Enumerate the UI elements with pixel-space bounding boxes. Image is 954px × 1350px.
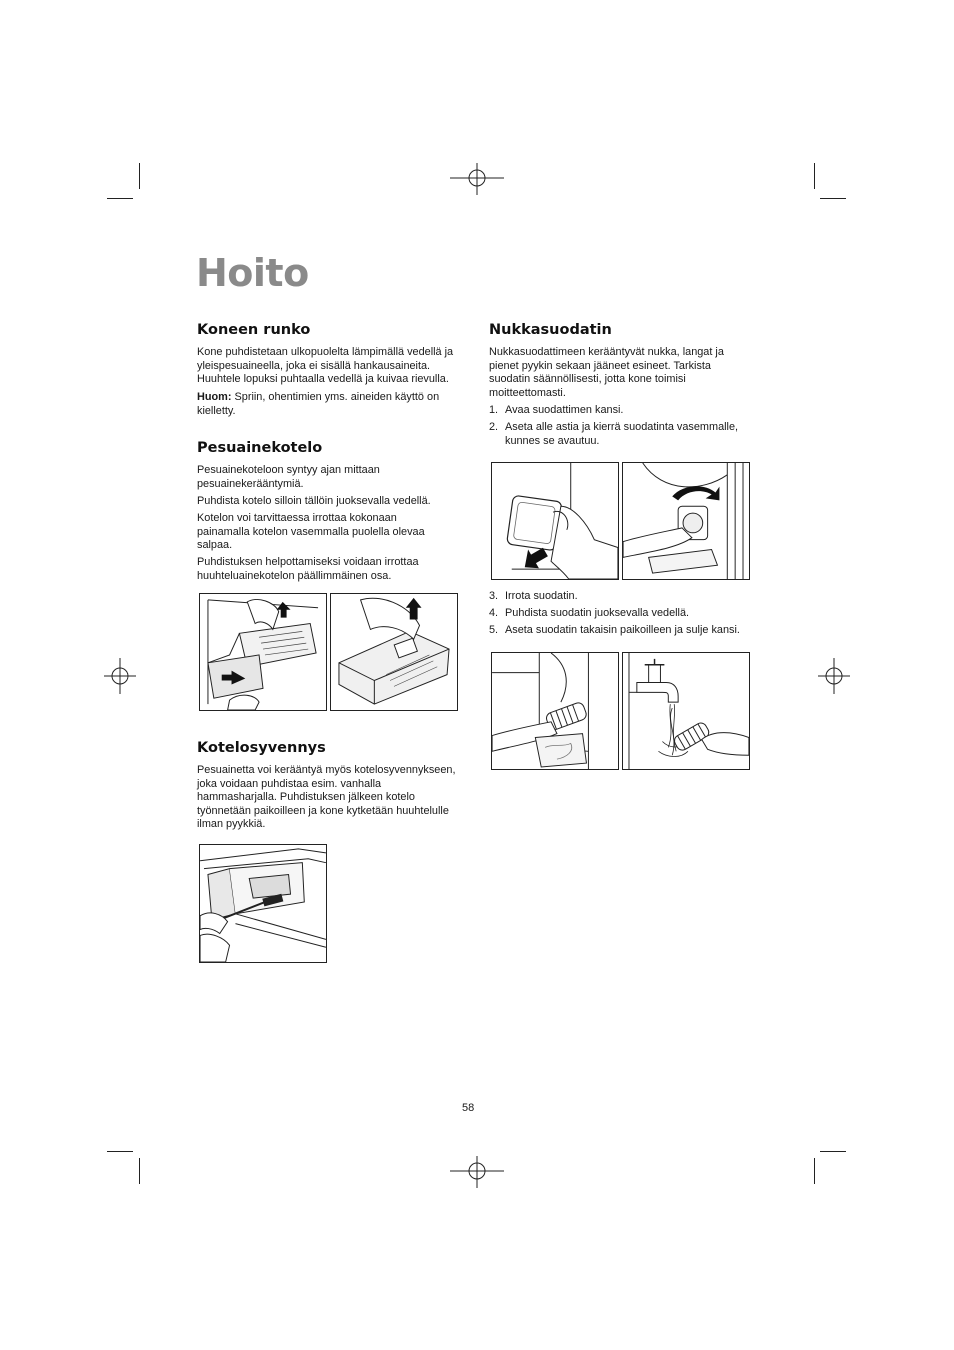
step-item (489, 607, 757, 621)
heading-pesuainekotelo: Pesuainekotelo (197, 440, 323, 456)
registration-mark-right (818, 658, 850, 694)
drawer-lift-cap-illustration (330, 593, 458, 711)
koneen-runko-paragraph: Kone puhdistetaan ulkopuolelta lämpimällä vedellä ja yleispesuaineella, joka ei sisällä hankausaineita. Huuhtele lopuksi puhtaalla vedellä ja kuivaa rievulla. (197, 346, 454, 386)
registration-mark-bottom (450, 1156, 504, 1188)
drawer-press-latch-illustration (199, 593, 327, 711)
heading-kotelosyvennys: Kotelosyvennys (197, 740, 326, 756)
nukkasuodatin-paragraph: Nukkasuodattimeen kerääntyvät nukka, langat ja pienet pyykin sekaan jääneet esineet. Tarkista suodatin säännöllisesti, jotta kone toimisi moitteettomasti. (489, 346, 724, 399)
note-label: Huom: (197, 391, 232, 403)
step-text: Irrota suodatin. (505, 590, 578, 602)
page-title: Hoito (196, 251, 309, 295)
koneen-runko-note (197, 391, 465, 418)
filter-remove-illustration (491, 652, 619, 770)
step-number: 2. (489, 421, 499, 434)
heading-koneen-runko: Koneen runko (197, 322, 311, 338)
pesuainekotelo-paragraph-1: Pesuainekoteloon syntyy ajan mittaan pesuainekerääntymiä. (197, 464, 380, 490)
step-text: Aseta suodatin takaisin paikoilleen ja sulje kansi. (505, 624, 740, 637)
step-text: Avaa suodattimen kansi. (505, 404, 624, 416)
step-number: 4. (489, 607, 499, 620)
step-text: Puhdista suodatin juoksevalla vedellä. (505, 607, 690, 620)
filter-unscrew-illustration (622, 462, 750, 580)
recess-brush-illustration (199, 844, 327, 963)
pesuainekotelo-paragraph-4: Puhdistuksen helpottamiseksi voidaan irrottaa huuhteluainekotelon päällimmäinen osa. (197, 556, 419, 582)
registration-mark-top (450, 163, 504, 195)
pesuainekotelo-paragraph-3: Kotelon voi tarvittaessa irrottaa kokonaan painamalla kotelon vasemmalla puolella olevaa salpaa. (197, 512, 425, 552)
registration-mark-left (104, 658, 136, 694)
kotelosyvennys-paragraph: Pesuainetta voi kerääntyä myös kotelosyvennykseen, joka voidaan puhdistaa esim. vanhalla hammasharjalla. Puhdistuksen jälkeen kotelo työnnetään paikoilleen ja kone kytketään huuhtelulle ilman pyykkiä. (197, 764, 456, 831)
filter-open-cover-illustration (491, 462, 619, 580)
note-text: Spriin, ohentimien yms. aineiden käyttö on kielletty. (197, 391, 440, 417)
step-text: Aseta alle astia ja kierrä suodatinta vasemmalle, kunnes se avautuu. (505, 421, 739, 447)
heading-nukkasuodatin: Nukkasuodatin (489, 322, 612, 338)
step-number: 5. (489, 624, 499, 637)
page-number: 58 (462, 1102, 475, 1114)
step-item (489, 404, 757, 418)
filter-steps-1-2 (489, 404, 757, 452)
pesuainekotelo-paragraph-2: Puhdista kotelo silloin tällöin juoksevalla vedellä. (197, 495, 431, 507)
filter-rinse-illustration (622, 652, 750, 770)
step-item (489, 624, 757, 638)
step-item (489, 590, 757, 604)
step-number: 3. (489, 590, 499, 602)
filter-steps-3-5 (489, 590, 757, 641)
step-number: 1. (489, 404, 499, 416)
step-item (489, 421, 757, 448)
